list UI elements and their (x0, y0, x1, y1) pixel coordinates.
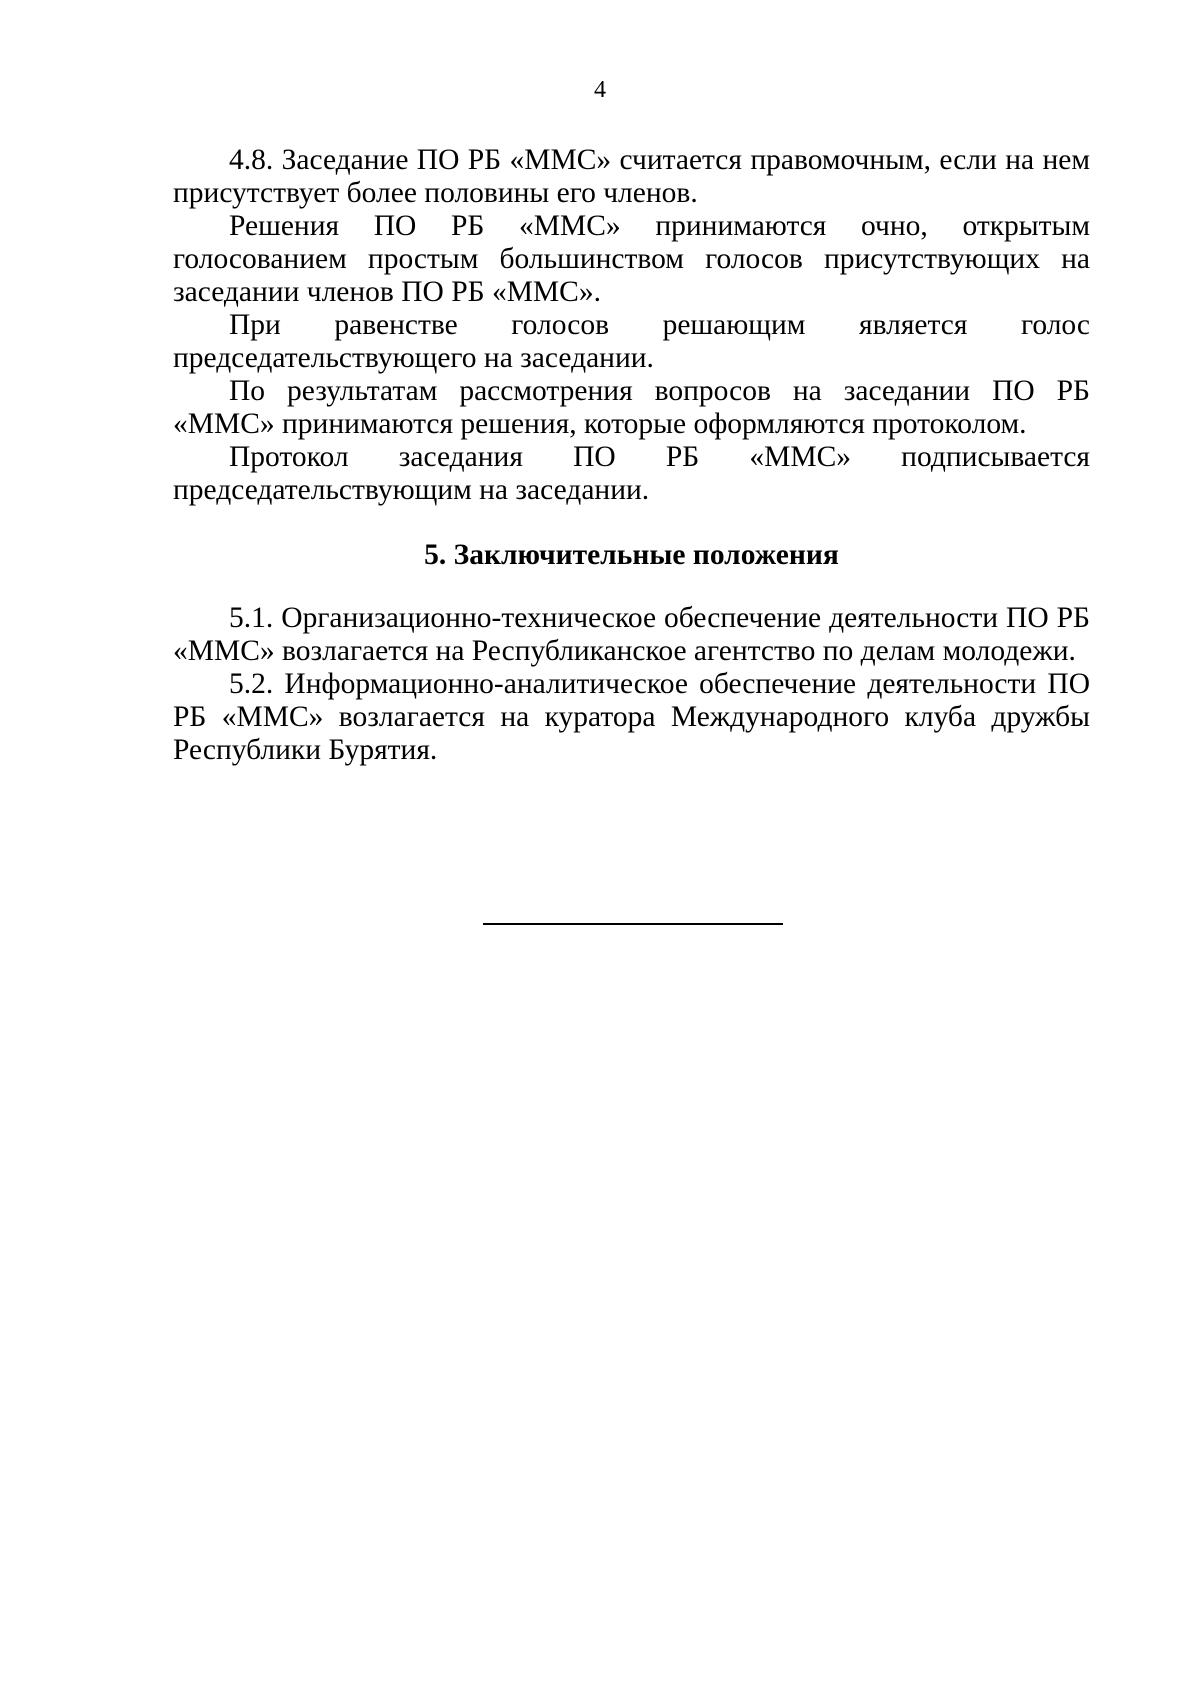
paragraph-5-2: 5.2. Информационно-аналитическое обеспечение деятельности ПО РБ «ММС» возлагается на куратора Международного клуба дружбы Республики Бурятия. (173, 668, 1090, 766)
end-of-document-rule (483, 923, 783, 925)
paragraph-4-8: 4.8. Заседание ПО РБ «ММС» считается правомочным, если на нем присутствует более половины его членов. (173, 144, 1090, 209)
page-number: 4 (594, 77, 606, 103)
paragraph-decisions: Решения ПО РБ «ММС» принимаются очно, открытым голосованием простым большинством голосов присутствующих на заседании членов ПО РБ «ММС». (173, 210, 1090, 308)
section-heading-final-provisions: 5. Заключительные положения (424, 539, 839, 571)
paragraph-tie-vote: При равенстве голосов решающим является голос председательствующего на заседании. (173, 309, 1090, 374)
paragraph-5-1: 5.1. Организационно-техническое обеспечение деятельности ПО РБ «ММС» возлагается на Республиканское агентство по делам молодежи. (173, 602, 1090, 667)
paragraph-protocol: Протокол заседания ПО РБ «ММС» подписывается председательствующим на заседании. (173, 441, 1090, 506)
document-body (173, 144, 1090, 767)
paragraph-results: По результатам рассмотрения вопросов на заседании ПО РБ «ММС» принимаются решения, которые оформляются протоколом. (173, 375, 1090, 440)
